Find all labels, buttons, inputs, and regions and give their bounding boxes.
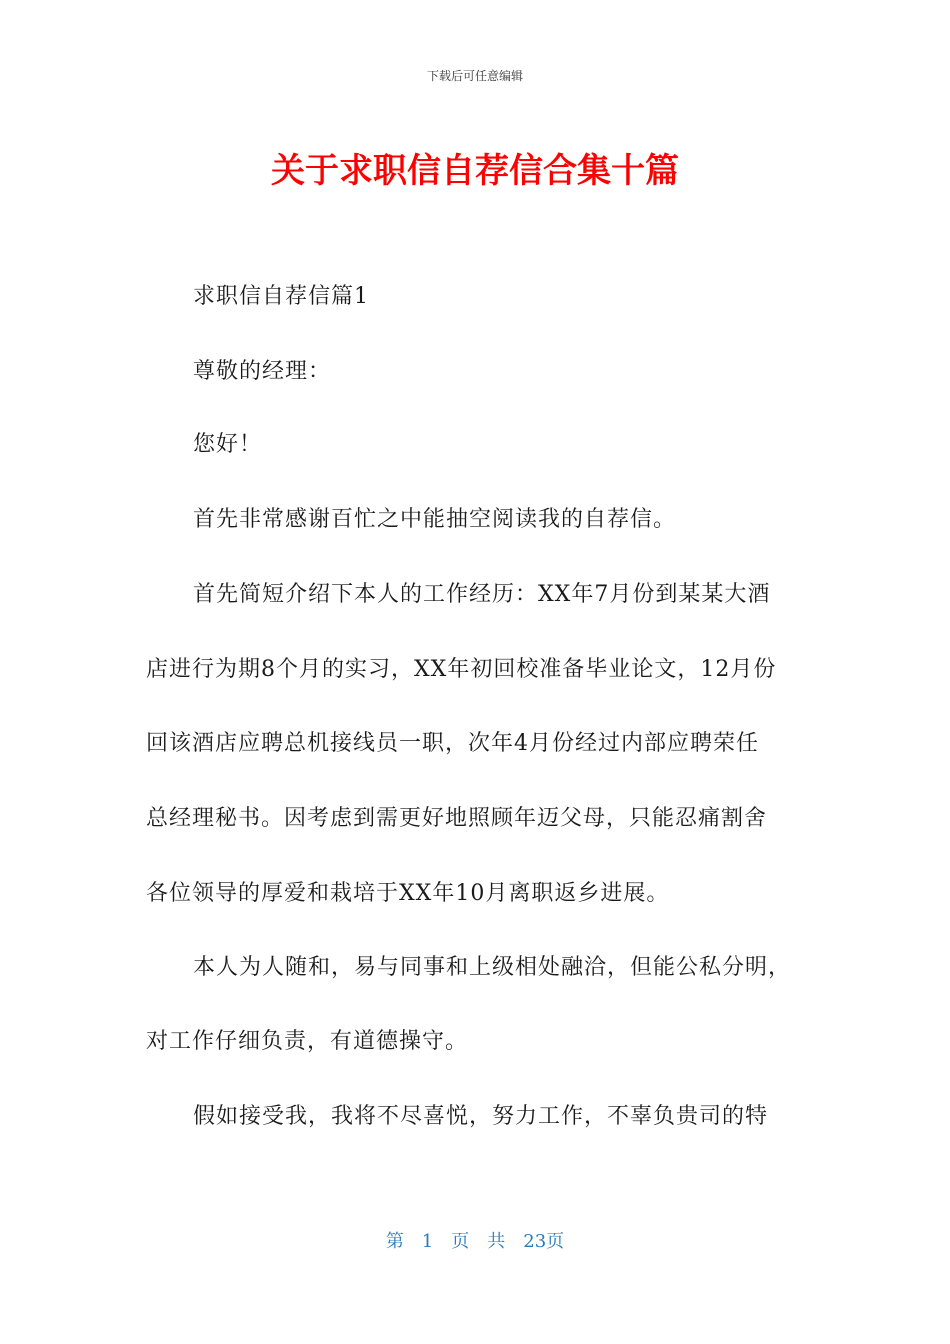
paragraph-line: 假如接受我，我将不尽喜悦，努力工作，不辜负贵司的特: [193, 1104, 769, 1129]
page-title: 关于求职信自荐信合集十篇: [271, 151, 679, 191]
greeting: 您好！: [193, 432, 263, 457]
paragraph-line: 对工作仔细负责，有道德操守。: [146, 1029, 469, 1054]
paragraph-line: 店进行为期8个月的实习，XX年初回校准备毕业论文，12月份: [146, 657, 777, 682]
paragraph-line: 首先非常感谢百忙之中能抽空阅读我的自荐信。: [193, 507, 677, 532]
page-number-footer: 第 1 页 共 23页: [385, 1231, 565, 1252]
paragraph-line: 回该酒店应聘总机接线员一职，次年4月份经过内部应聘荣任: [146, 731, 759, 756]
header-note: 下载后可任意编辑: [426, 69, 523, 83]
paragraph-line: 总经理秘书。因考虑到需更好地照顾年迈父母，只能忍痛割舍: [146, 806, 768, 831]
salutation: 尊敬的经理：: [193, 359, 332, 384]
paragraph-line: 各位领导的厚爱和栽培于XX年10月离职返乡进展。: [146, 881, 670, 906]
section-heading: 求职信自荐信篇1: [193, 284, 369, 309]
paragraph-line: 首先简短介绍下本人的工作经历：XX年7月份到某某大酒: [193, 582, 771, 607]
paragraph-line: 本人为人随和，易与同事和上级相处融洽，但能公私分明，: [193, 955, 792, 980]
